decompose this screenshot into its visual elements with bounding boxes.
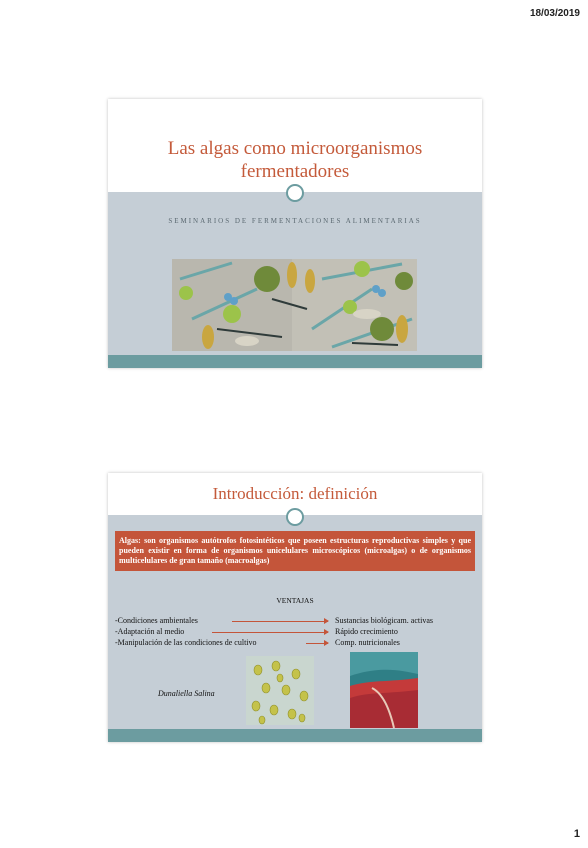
- slide-1-subtitle: SEMINARIOS DE FERMENTACIONES ALIMENTARIAS: [168, 217, 422, 225]
- arrow-icon: [232, 621, 328, 622]
- arrow-icon: [306, 643, 328, 644]
- ventaja-right: Sustancias biológicam. activas: [335, 616, 433, 625]
- red-salt-pond-aerial-image: [350, 652, 418, 728]
- divider-ring-icon: [286, 184, 304, 202]
- arrow-icon: [212, 632, 328, 633]
- page-number: 1: [573, 828, 580, 840]
- ventaja-row: [115, 638, 400, 647]
- ventajas-heading: VENTAJAS: [276, 596, 314, 605]
- slide-1-title: Las algas como microorganismos fermentadores: [167, 138, 423, 182]
- ventaja-left: -Manipulación de las condiciones de cultivo: [115, 638, 257, 647]
- slide-2-footer-bar: [108, 729, 482, 742]
- slide-1: [108, 99, 482, 368]
- ventaja-left: -Adaptación al medio: [115, 627, 185, 636]
- ventaja-right: Rápido crecimiento: [335, 627, 398, 636]
- divider-ring-icon: [286, 508, 304, 526]
- slide-1-footer-bar: [108, 355, 482, 368]
- ventaja-left: -Condiciones ambientales: [115, 616, 198, 625]
- ventaja-right: Comp. nutricionales: [335, 638, 400, 647]
- microalgae-collage-image: [172, 259, 417, 351]
- dunaliella-micrograph-image: [246, 656, 314, 725]
- ventaja-row: [115, 616, 433, 625]
- document-date: 18/03/2019: [529, 8, 580, 19]
- definition-box: Algas: son organismos autótrofos fotosintéticos que poseen estructuras reproductivas simples y que pueden existir en forma de organismos unicelulares microscópicos (microalgas) o de organismos multicelulares de gran tamaño (macroalgas): [115, 531, 475, 571]
- slide-2: [108, 473, 482, 742]
- ventaja-row: [115, 627, 398, 636]
- slide-2-title: Introducción: definición: [212, 484, 378, 503]
- photo-caption: Dunaliella Salina: [158, 689, 215, 698]
